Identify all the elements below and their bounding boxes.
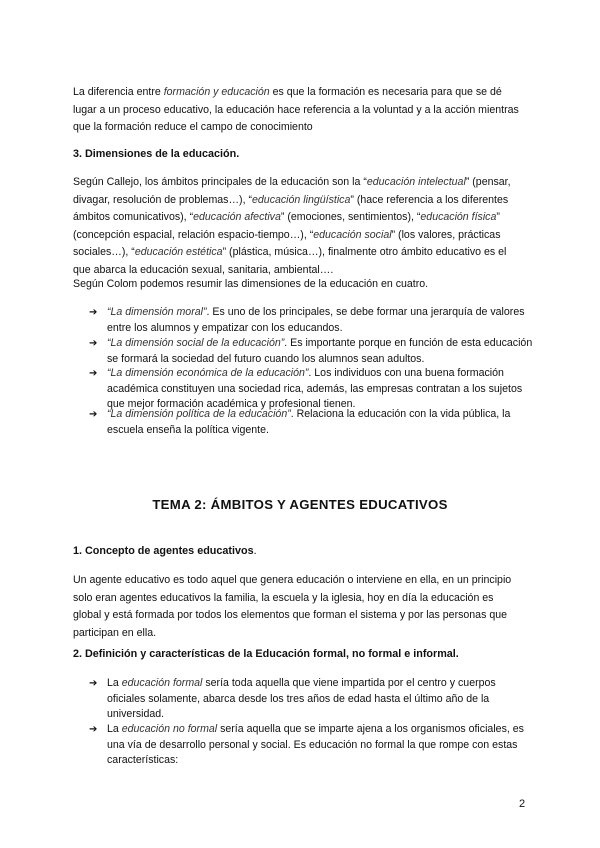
text-run: es que la formación es necesaria para que se dé lugar a un proceso educativo, la educación hace referencia a la voluntad y a la acción mientras que la formación reduce el campo de conocimiento <box>73 86 519 133</box>
intro-paragraph <box>73 84 523 137</box>
list-item <box>89 676 534 723</box>
list-item <box>89 336 534 367</box>
text-run: ” (pensar, divagar, resolución de problemas…), “ <box>73 176 511 206</box>
list-item <box>89 722 534 769</box>
italic-term: “La dimensión social de la educación” <box>107 337 285 349</box>
tema-title: TEMA 2: ÁMBITOS Y AGENTES EDUCATIVOS <box>152 497 448 512</box>
arrow-icon: ➔ <box>89 307 98 318</box>
italic-term: educación intelectual <box>366 176 466 188</box>
text-run: La diferencia entre <box>73 86 164 98</box>
agentes-paragraph: Un agente educativo es todo aquel que genera educación o interviene en ella, en un principio solo eran agentes educativos la familia, la escuela y la iglesia, hoy en día la educación es global y está formada por todos los elementos que forman el sistema y por las personas que participan en ella. <box>73 574 512 639</box>
text-run: ” (emociones, sentimientos), “ <box>280 211 421 223</box>
text-run: . Es uno de los principales, se debe formar una jerarquía de valores entre los alumnos y empatizar con los educandos. <box>107 306 525 334</box>
callejo-paragraph <box>73 174 523 279</box>
italic-term: educación física <box>420 211 497 223</box>
colom-paragraph: Según Colom podemos resumir las dimensiones de la educación en cuatro. <box>73 278 429 290</box>
italic-term: educación afectiva <box>193 211 281 223</box>
list-item <box>89 305 534 336</box>
italic-term: “La dimensión moral” <box>107 306 207 318</box>
list-item <box>89 407 534 438</box>
text-run: ” (concepción espacial, relación espacio-tiempo…), “ <box>73 211 500 241</box>
section-2-heading: 2. Definición y características de la Educación formal, no formal e informal. <box>73 648 459 660</box>
text-run: sería aquella que se imparte ajena a los organismos oficiales, es una vía de desarrollo personal y social. Es educación no formal la que rompe con estas características: <box>107 723 524 766</box>
italic-term: “La dimensión económica de la educación” <box>107 367 309 379</box>
list-item <box>89 366 534 413</box>
text-run: . Es importante porque en función de esta educación se formará la sociedad del futuro cuando los alumnos sean adultos. <box>107 337 533 365</box>
arrow-icon: ➔ <box>89 724 98 735</box>
section-3-heading: 3. Dimensiones de la educación. <box>73 148 240 160</box>
italic-term: educación formal <box>121 677 203 689</box>
italic-term: formación y educación <box>163 86 270 98</box>
text-run: Según Callejo, los ámbitos principales de la educación son la “ <box>73 176 367 188</box>
text-run: ” (hace referencia a los diferentes ámbitos comunicativos), “ <box>73 193 509 223</box>
arrow-icon: ➔ <box>89 678 98 689</box>
arrow-icon: ➔ <box>89 368 98 379</box>
text-run: ” (los valores, prácticas sociales…), “ <box>73 228 501 258</box>
heading-dot: . <box>253 545 257 557</box>
italic-term: educación estética <box>134 246 223 258</box>
text-run: . Los individuos con una buena formación académica constituyen una sociedad rica, además, las empresas contratan a los sujetos que mejor formación académica y profesional tienen. <box>107 367 523 410</box>
text-run: sería toda aquella que viene impartida por el centro y cuerpos oficiales solamente, abarca desde los tres años de edad hasta el último año de la universidad. <box>107 677 496 720</box>
italic-term: educación no formal <box>121 723 218 735</box>
heading-text: 1. Concepto de agentes educativos <box>73 545 254 557</box>
text-run: ” (plástica, música…), finalmente otro ámbito educativo es el que abarca la educación sexual, sanitaria, ambiental…. <box>73 246 507 276</box>
text-run: La <box>107 723 122 735</box>
italic-term: educación social <box>313 228 392 241</box>
text-run: . Relaciona la educación con la vida pública, la escuela enseña la política vigente. <box>107 408 511 436</box>
page-number: 2 <box>519 798 526 810</box>
section-1-heading <box>73 545 257 557</box>
italic-term: educación lingüística <box>252 193 351 206</box>
arrow-icon: ➔ <box>89 338 98 349</box>
text-run: La <box>107 677 122 689</box>
italic-term: “La dimensión política de la educación” <box>107 408 291 420</box>
arrow-icon: ➔ <box>89 409 98 420</box>
